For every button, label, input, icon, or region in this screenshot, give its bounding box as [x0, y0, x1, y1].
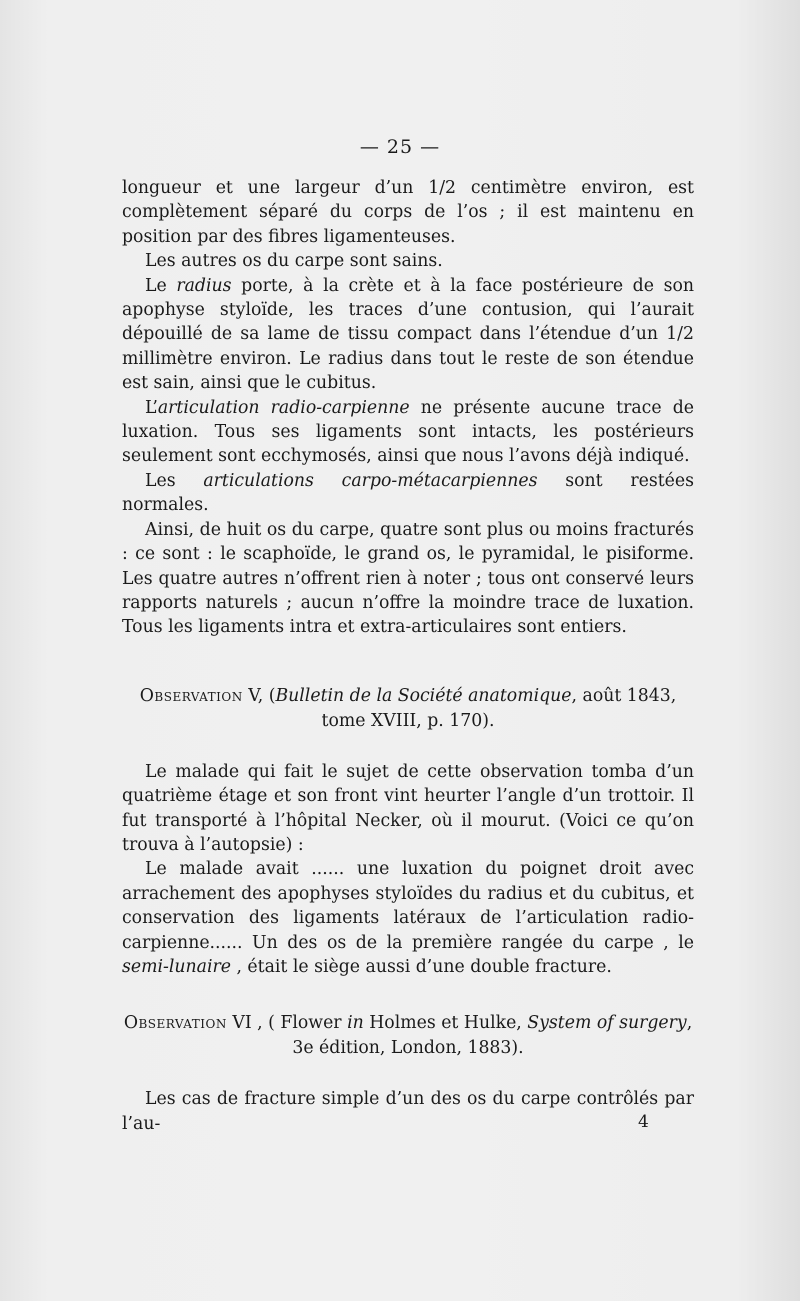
emphasis: articulations carpo-métacarpiennes	[203, 470, 538, 491]
observation-label: Observation	[139, 685, 243, 706]
paragraph	[122, 396, 694, 469]
observation-heading	[122, 684, 694, 734]
text-run: Holmes et Hulke,	[363, 1013, 528, 1034]
text-run: , août 1843, tome XVIII, p. 170).	[321, 685, 677, 731]
text-run: sont restées normales.	[122, 470, 694, 516]
signature-mark: 4	[638, 1112, 649, 1132]
text-run: Le malade avait ...... une luxation du poignet droit avec arrachement des apophyses styloïdes du radius et du cubitus, et conservation des ligaments latéraux de l’articulation radio-carpienne...... Un des os de la première rangée du carpe , le	[122, 859, 694, 953]
paragraph: Les cas de fracture simple d’un des os du carpe contrôlés par l’au-	[122, 1089, 694, 1134]
emphasis: semi-lunaire	[122, 956, 231, 977]
text-run: , était le siège aussi d’une double fracture.	[230, 956, 612, 977]
text-run: Le	[145, 275, 177, 296]
text-run: ne présente aucune trace de luxation. Tous ses ligaments sont intacts, les postérieurs seulement sont ecchymosés, ainsi que nous l’avons déjà indiqué.	[122, 397, 694, 467]
paragraph	[122, 274, 694, 396]
paragraph: Ainsi, de huit os du carpe, quatre sont plus ou moins fracturés : ce sont : le scaphoïde, le grand os, le pyramidal, le pisiforme. Les quatre autres n’offrent rien à noter ; tous ont conservé leurs rapports naturels ; aucun n’offre la moindre trace de luxation. Tous les ligaments intra et extra-articulaires sont entiers.	[122, 519, 694, 638]
text-run: L’	[145, 397, 158, 418]
observation-label: Observation	[123, 1013, 227, 1034]
page-number: — 25 —	[359, 136, 441, 158]
observation-heading	[122, 1011, 694, 1061]
paragraph: longueur et une largeur d’un 1/2 centimètre environ, est complètement séparé du corps de l’os ; il est maintenu en position par des fibres ligamenteuses.	[122, 178, 694, 247]
paragraph: Le malade qui fait le sujet de cette observation tomba d’un quatrième étage et son front vint heurter l’angle d’un trottoir. Il fut transporté à l’hôpital Necker, où il mourut. (Voici ce qu’on trouva à l’autopsie) :	[122, 761, 694, 855]
emphasis: Bulletin de la Société anatomique	[275, 685, 572, 706]
body-text	[122, 176, 694, 1136]
text-run: VI , ( Flower	[226, 1013, 348, 1034]
paragraph: Les autres os du carpe sont sains.	[145, 251, 443, 272]
emphasis: System of surgery	[527, 1013, 687, 1034]
paragraph	[122, 469, 694, 518]
text-run: , 3e édition, London, 1883).	[292, 1013, 693, 1059]
paragraph	[122, 857, 694, 979]
text-run: V, (	[242, 685, 276, 706]
text-run: porte, à la crète et à la face postérieure de son apophyse styloïde, les traces d’une contusion, qui l’aurait dépouillé de sa lame de tissu compact dans l’étendue d’un 1/2 millimètre environ. Le radius dans tout le reste de son étendue est sain, ainsi que le cubitus.	[122, 275, 695, 394]
emphasis: radius	[176, 275, 232, 296]
emphasis: articulation radio-carpienne	[157, 397, 410, 418]
text-run: Les	[145, 470, 204, 491]
emphasis: in	[347, 1013, 364, 1034]
